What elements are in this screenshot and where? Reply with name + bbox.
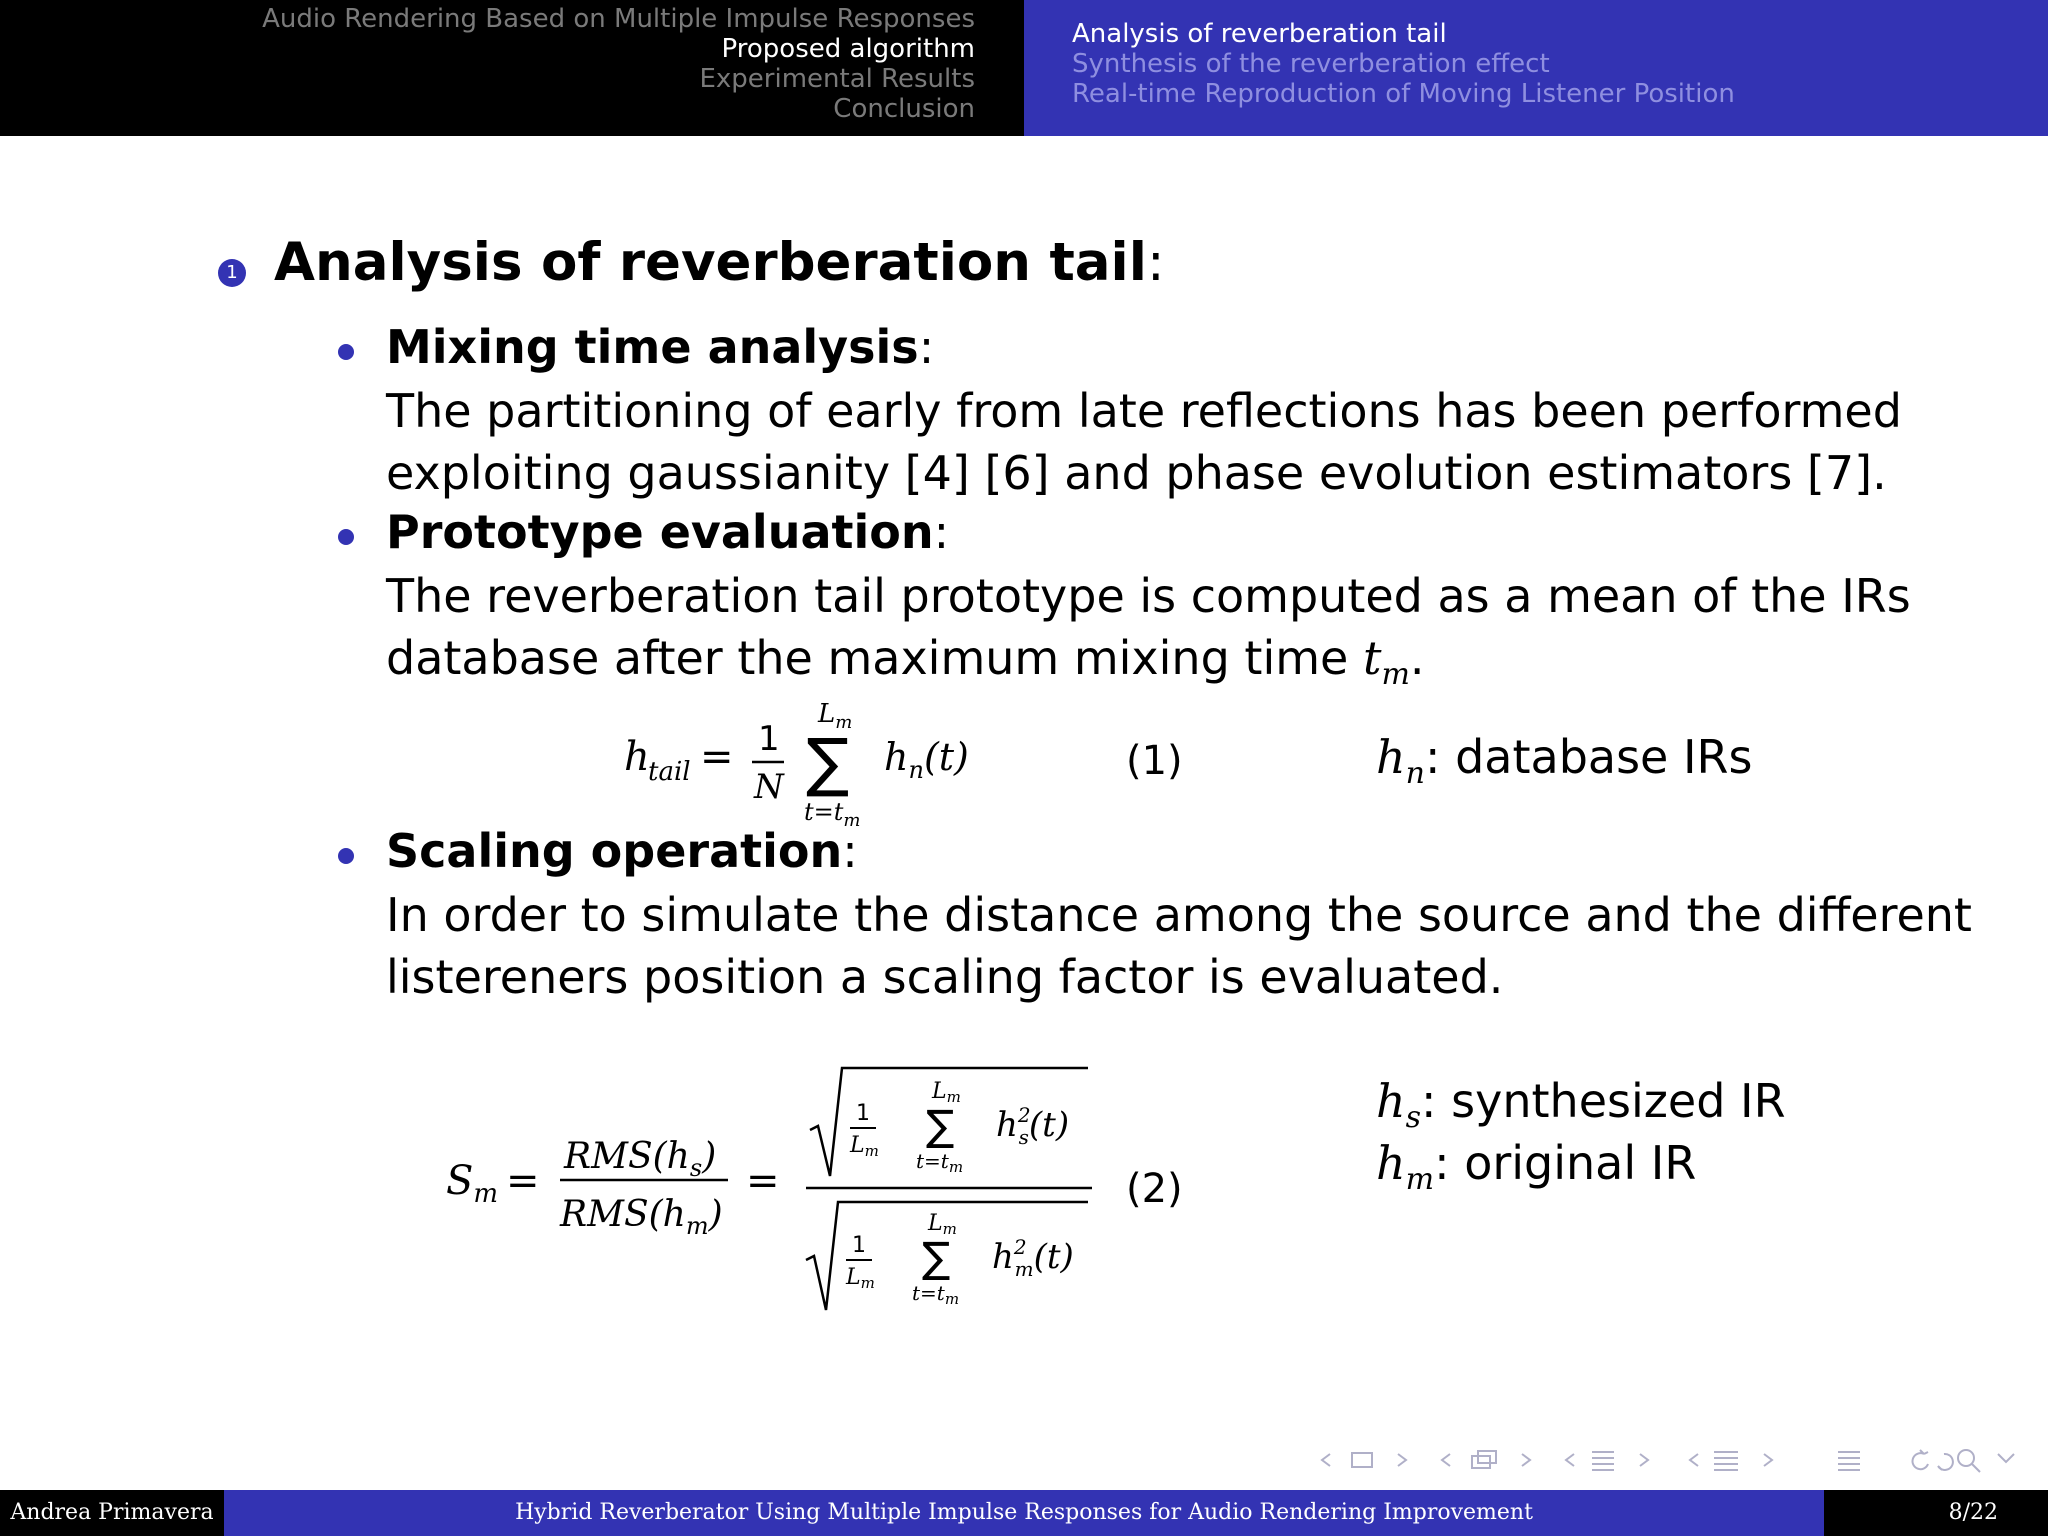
beamer-navigation-symbols	[1310, 1440, 2030, 1480]
svg-text:RMS(hm): $RMS(h_m)$	[560, 1194, 723, 1240]
svg-text:RMS(hs): $RMS(h_s)$	[564, 1136, 717, 1182]
svg-text:t=tm: $t=t_m$	[912, 1281, 960, 1308]
legend-hn: $h_n$: database IRs	[1376, 730, 1753, 792]
svg-text:∑: ∑	[922, 1233, 951, 1282]
equation-scaling-factor	[440, 1060, 1100, 1320]
svg-text:Sm: $S_m$	[446, 1158, 499, 1209]
svg-text:=: =	[506, 1158, 540, 1204]
nav-subsection-realtime[interactable]: Real-time Reproduction of Moving Listener Position	[1072, 79, 1735, 109]
equation-htail	[620, 700, 980, 830]
nav-section-audio-rendering[interactable]: Audio Rendering Based on Multiple Impulse Responses	[262, 4, 975, 34]
svg-text:hn(t): $h_n(t)$	[884, 735, 969, 784]
svg-text:Lm: Lm	[846, 1265, 875, 1292]
item-text-scaling-2: listereners position a scaling factor is evaluated.	[386, 950, 1504, 1004]
legend-hn-text: : database IRs	[1424, 730, 1753, 784]
item-text-mixing-1: The partitioning of early from late reflections has been performed	[386, 384, 1902, 438]
svg-text:Lm: Lm	[850, 1133, 879, 1160]
item-title-prototype-text: Prototype evaluation	[386, 505, 934, 559]
item-title-mixing: Mixing time analysis:	[386, 320, 935, 374]
nav-appendix-icon[interactable]	[1838, 1452, 1860, 1470]
nav-search-icon[interactable]	[1913, 1450, 2014, 1472]
item-text-scaling-1: In order to simulate the distance among the source and the different	[386, 888, 1972, 942]
equation-number-1: (1)	[1126, 738, 1183, 784]
enum-title-text: Analysis of reverberation tail	[274, 232, 1147, 293]
svg-text:tail: tail	[648, 757, 691, 787]
nav-section-conclusion[interactable]: Conclusion	[833, 94, 975, 124]
item-text-prototype-1: The reverberation tail prototype is computed as a mean of the IRs	[386, 569, 1911, 623]
legend-hm-text: : original IR	[1434, 1136, 1697, 1190]
svg-text:=: =	[700, 734, 734, 780]
enum-title: Analysis of reverberation tail:	[274, 232, 1165, 293]
item-title-scaling: Scaling operation:	[386, 824, 858, 878]
svg-text:Lm: Lm	[932, 1079, 961, 1106]
bullet-icon	[338, 344, 354, 360]
svg-text:∑: ∑	[926, 1101, 955, 1150]
bullet-icon	[338, 529, 354, 545]
nav-subsection-synthesis[interactable]: Synthesis of the reverberation effect	[1072, 49, 1550, 79]
legend-hm: $h_m$: original IR	[1376, 1136, 1697, 1198]
svg-text:Lm: $L_m$	[818, 700, 853, 733]
svg-text:t=tm: $t=t_m$	[804, 798, 861, 830]
item-title-mixing-text: Mixing time analysis	[386, 320, 919, 374]
equation-number-2: (2)	[1126, 1166, 1183, 1212]
nav-section-icon[interactable]	[1566, 1452, 1648, 1470]
svg-text:h2m(t): $h^2$ m(t)	[992, 1235, 1074, 1281]
item-title-prototype: Prototype evaluation:	[386, 505, 950, 559]
nav-presentation-icon[interactable]	[1690, 1452, 1772, 1470]
bullet-icon	[338, 848, 354, 864]
legend-hs-text: : synthesized IR	[1421, 1074, 1786, 1128]
item-text-prototype-2: database after the maximum mixing time $t_m$.	[386, 631, 1425, 693]
item-title-scaling-text: Scaling operation	[386, 824, 843, 878]
nav-frame-icon[interactable]	[1322, 1453, 1406, 1467]
enum-number-badge: 1	[218, 259, 246, 287]
header-subsection-nav	[1024, 0, 2048, 136]
svg-text:h: h	[624, 734, 650, 780]
footer-title: Hybrid Reverberator Using Multiple Impulse Responses for Audio Rendering Improvement	[224, 1490, 1824, 1536]
legend-hs: $h_s$: synthesized IR	[1376, 1074, 1786, 1136]
footer-author: Andrea Primavera	[0, 1490, 224, 1536]
svg-text:1: 1	[856, 1101, 870, 1126]
svg-text:1: 1	[758, 719, 780, 759]
nav-subsection-analysis[interactable]: Analysis of reverberation tail	[1072, 19, 1447, 49]
svg-text:Lm: Lm	[928, 1211, 957, 1238]
svg-text:∑: ∑	[806, 726, 850, 800]
symbol-tm: $t_m$	[1362, 631, 1410, 693]
svg-text:=: =	[746, 1158, 780, 1204]
nav-section-proposed-algorithm[interactable]: Proposed algorithm	[721, 34, 975, 64]
nav-subsection-icon[interactable]	[1442, 1451, 1530, 1468]
svg-text:N: N	[754, 767, 784, 807]
header-section-nav	[0, 0, 1024, 136]
item-text-prototype-2-text: database after the maximum mixing time	[386, 631, 1349, 685]
nav-section-experimental-results[interactable]: Experimental Results	[699, 64, 975, 94]
svg-text:1: 1	[852, 1233, 866, 1258]
item-text-mixing-2: exploiting gaussianity [4] [6] and phase evolution estimators [7].	[386, 446, 1887, 500]
footer-page-number: 8/22	[1824, 1490, 2048, 1536]
svg-text:t=tm: $t=t_m$	[916, 1149, 964, 1176]
svg-text:h2s(t): $h^2$ s(t)	[996, 1103, 1070, 1149]
